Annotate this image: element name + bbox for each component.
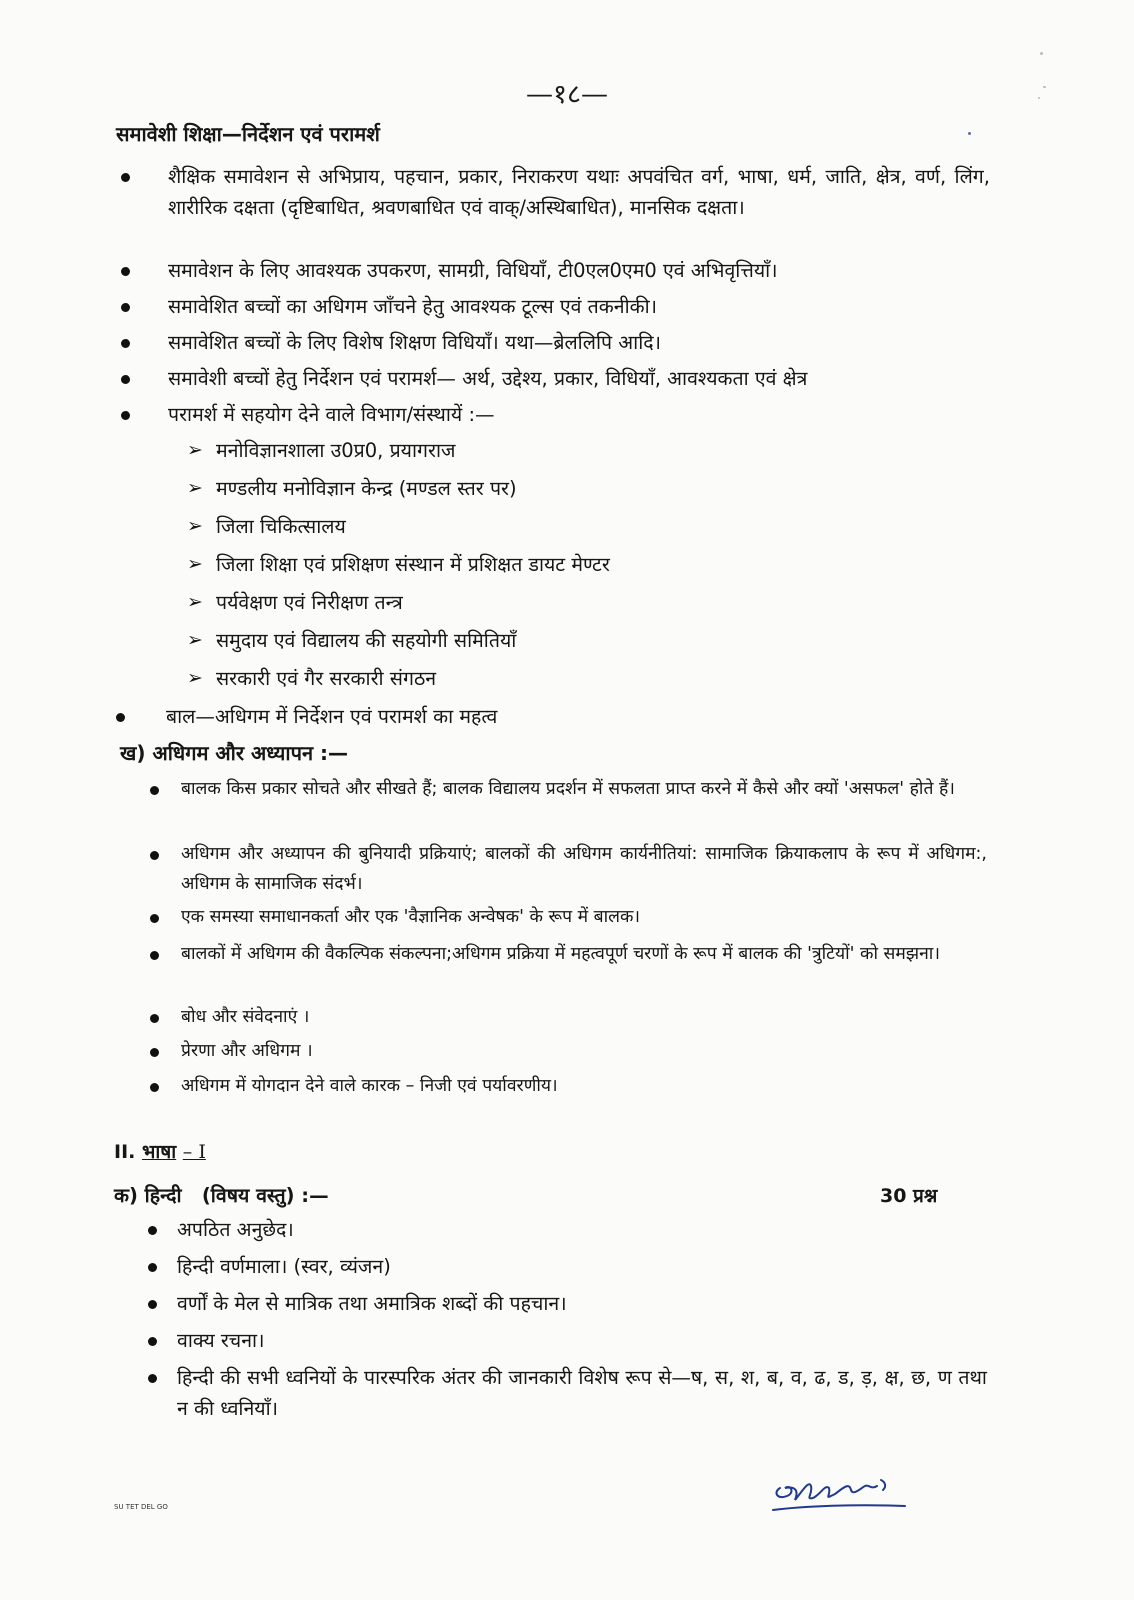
sub-list-item: जिला चिकित्सालय xyxy=(216,515,346,538)
arrow-bullet-icon: ➢ xyxy=(187,439,203,461)
list-item: बाल—अधिगम में निर्देशन एवं परामर्श का महत्व xyxy=(166,705,498,728)
list-item: अपठित अनुछेद। xyxy=(177,1218,294,1241)
list-item: वाक्य रचना। xyxy=(177,1329,265,1352)
bullet-icon xyxy=(150,914,159,923)
arrow-bullet-icon: ➢ xyxy=(187,591,203,613)
sub-list-item: मनोविज्ञानशाला उ0प्र0, प्रयागराज xyxy=(216,439,456,462)
bullet-icon xyxy=(148,1300,157,1309)
list-item: समावेशित बच्चों का अधिगम जाँचने हेतु आवश्यक टूल्स एवं तकनीकी। xyxy=(168,295,658,318)
list-item: बालकों में अधिगम की वैकल्पिक संकल्पना;अधिगम प्रक्रिया में महत्वपूर्ण चरणों के रूप में बालक की 'त्रुटियों' को समझना। xyxy=(181,944,940,964)
list-item: प्रेरणा और अधिगम । xyxy=(181,1041,313,1061)
bullet-icon xyxy=(121,375,130,384)
list-item: बोध और संवेदनाएं । xyxy=(181,1007,310,1027)
footer-code: SU TET DEL GO xyxy=(114,1503,168,1511)
subsection-title-hindi xyxy=(114,1181,329,1208)
bullet-icon xyxy=(150,1014,159,1023)
list-item: समावेशन के लिए आवश्यक उपकरण, सामग्री, विधियाँ, टी0एल0एम0 एवं अभिवृत्तियाँ। xyxy=(168,259,778,282)
bullet-icon xyxy=(121,267,130,276)
sub-list-item: पर्यवेक्षण एवं निरीक्षण तन्त्र xyxy=(216,591,403,614)
arrow-bullet-icon: ➢ xyxy=(187,553,203,575)
sub-list-item: मण्डलीय मनोविज्ञान केन्द्र (मण्डल स्तर पर) xyxy=(216,477,517,500)
bullet-icon xyxy=(148,1263,157,1272)
page-number: —१८— xyxy=(525,79,609,110)
bullet-icon xyxy=(121,339,130,348)
bullet-icon xyxy=(121,303,130,312)
section-language-word: भाषा xyxy=(141,1141,177,1163)
arrow-bullet-icon: ➢ xyxy=(187,667,203,689)
sub-list-item: समुदाय एवं विद्यालय की सहयोगी समितियाँ xyxy=(216,629,517,652)
scan-speck xyxy=(1038,97,1040,99)
bullet-icon xyxy=(150,1048,159,1057)
sub-list-item: जिला शिक्षा एवं प्रशिक्षण संस्थान में प्रशिक्षत डायट मेण्टर xyxy=(216,553,610,576)
bullet-icon xyxy=(148,1374,157,1383)
sub-list-item: सरकारी एवं गैर सरकारी संगठन xyxy=(216,667,437,690)
bullet-icon xyxy=(121,173,130,182)
list-item: हिन्दी की सभी ध्वनियों के पारस्परिक अंतर की जानकारी विशेष रूप से—ष, स, श, ब, व, ढ, ड, ड़, क्ष, छ, ण तथा न की ध्वनियाँ। xyxy=(177,1366,987,1420)
section-roman-numeral: II. xyxy=(114,1141,136,1163)
bullet-icon xyxy=(150,851,159,860)
arrow-bullet-icon: ➢ xyxy=(187,629,203,651)
scan-speck xyxy=(1043,86,1046,88)
list-item: वर्णों के मेल से मात्रिक तथा अमात्रिक शब्दों की पहचान। xyxy=(177,1292,567,1315)
section-title-inclusive-education: समावेशी शिक्षा—निर्देशन एवं परामर्श xyxy=(116,122,380,146)
bullet-icon xyxy=(148,1226,157,1235)
bullet-icon xyxy=(121,411,130,420)
bullet-icon xyxy=(148,1337,157,1346)
subsection-hindi-label: क) हिन्दी xyxy=(114,1184,182,1207)
list-item: अधिगम और अध्यापन की बुनियादी प्रक्रियाएं; बालकों की अधिगम कार्यनीतियां: सामाजिक क्रियाकलाप के रूप में अधिगम:, अधिगम के सामाजिक संदर्भ। xyxy=(181,844,987,894)
arrow-bullet-icon: ➢ xyxy=(187,515,203,537)
bullet-icon xyxy=(150,1083,159,1092)
section-title-language-1 xyxy=(114,1138,206,1164)
question-count: 30 प्रश्न xyxy=(880,1185,938,1207)
subsection-content-label: (विषय वस्तु) :— xyxy=(201,1184,329,1207)
bullet-icon xyxy=(116,713,125,722)
arrow-bullet-icon: ➢ xyxy=(187,477,203,499)
scan-speck xyxy=(968,132,971,135)
list-item: परामर्श में सहयोग देने वाले विभाग/संस्थायें :— xyxy=(168,403,495,426)
list-item: हिन्दी वर्णमाला। (स्वर, व्यंजन) xyxy=(177,1255,391,1278)
list-item: समावेशी बच्चों हेतु निर्देशन एवं परामर्श— अर्थ, उद्देश्य, प्रकार, विधियाँ, आवश्यकता एवं क्षेत्र xyxy=(168,367,808,390)
list-item: एक समस्या समाधानकर्ता और एक 'वैज्ञानिक अन्वेषक' के रूप में बालक। xyxy=(181,907,641,927)
list-item: समावेशित बच्चों के लिए विशेष शिक्षण विधियाँ। यथा—ब्रेललिपि आदि। xyxy=(168,331,661,354)
list-item: बालक किस प्रकार सोचते और सीखते हैं; बालक विद्यालय प्रदर्शन में सफलता प्राप्त करने में कैसे और क्यों 'असफल' होते हैं। xyxy=(181,779,955,799)
bullet-icon xyxy=(150,951,159,960)
list-item: अधिगम में योगदान देने वाले कारक – निजी एवं पर्यावरणीय। xyxy=(181,1076,558,1096)
signature-icon xyxy=(765,1466,915,1526)
scan-speck xyxy=(1040,52,1043,55)
list-item: शैक्षिक समावेशन से अभिप्राय, पहचान, प्रकार, निराकरण यथाः अपवंचित वर्ग, भाषा, धर्म, जाति, क्षेत्र, वर्ण, लिंग, शारीरिक दक्षता (दृष्टिबाधित, श्रवणबाधित एवं वाक्/अस्थिबाधित), मानसिक दक्षता। xyxy=(168,165,990,219)
section-title-learning-teaching: ख) अधिगम और अध्यापन :— xyxy=(120,741,349,765)
section-language-number: – I xyxy=(182,1141,206,1163)
bullet-icon xyxy=(150,786,159,795)
